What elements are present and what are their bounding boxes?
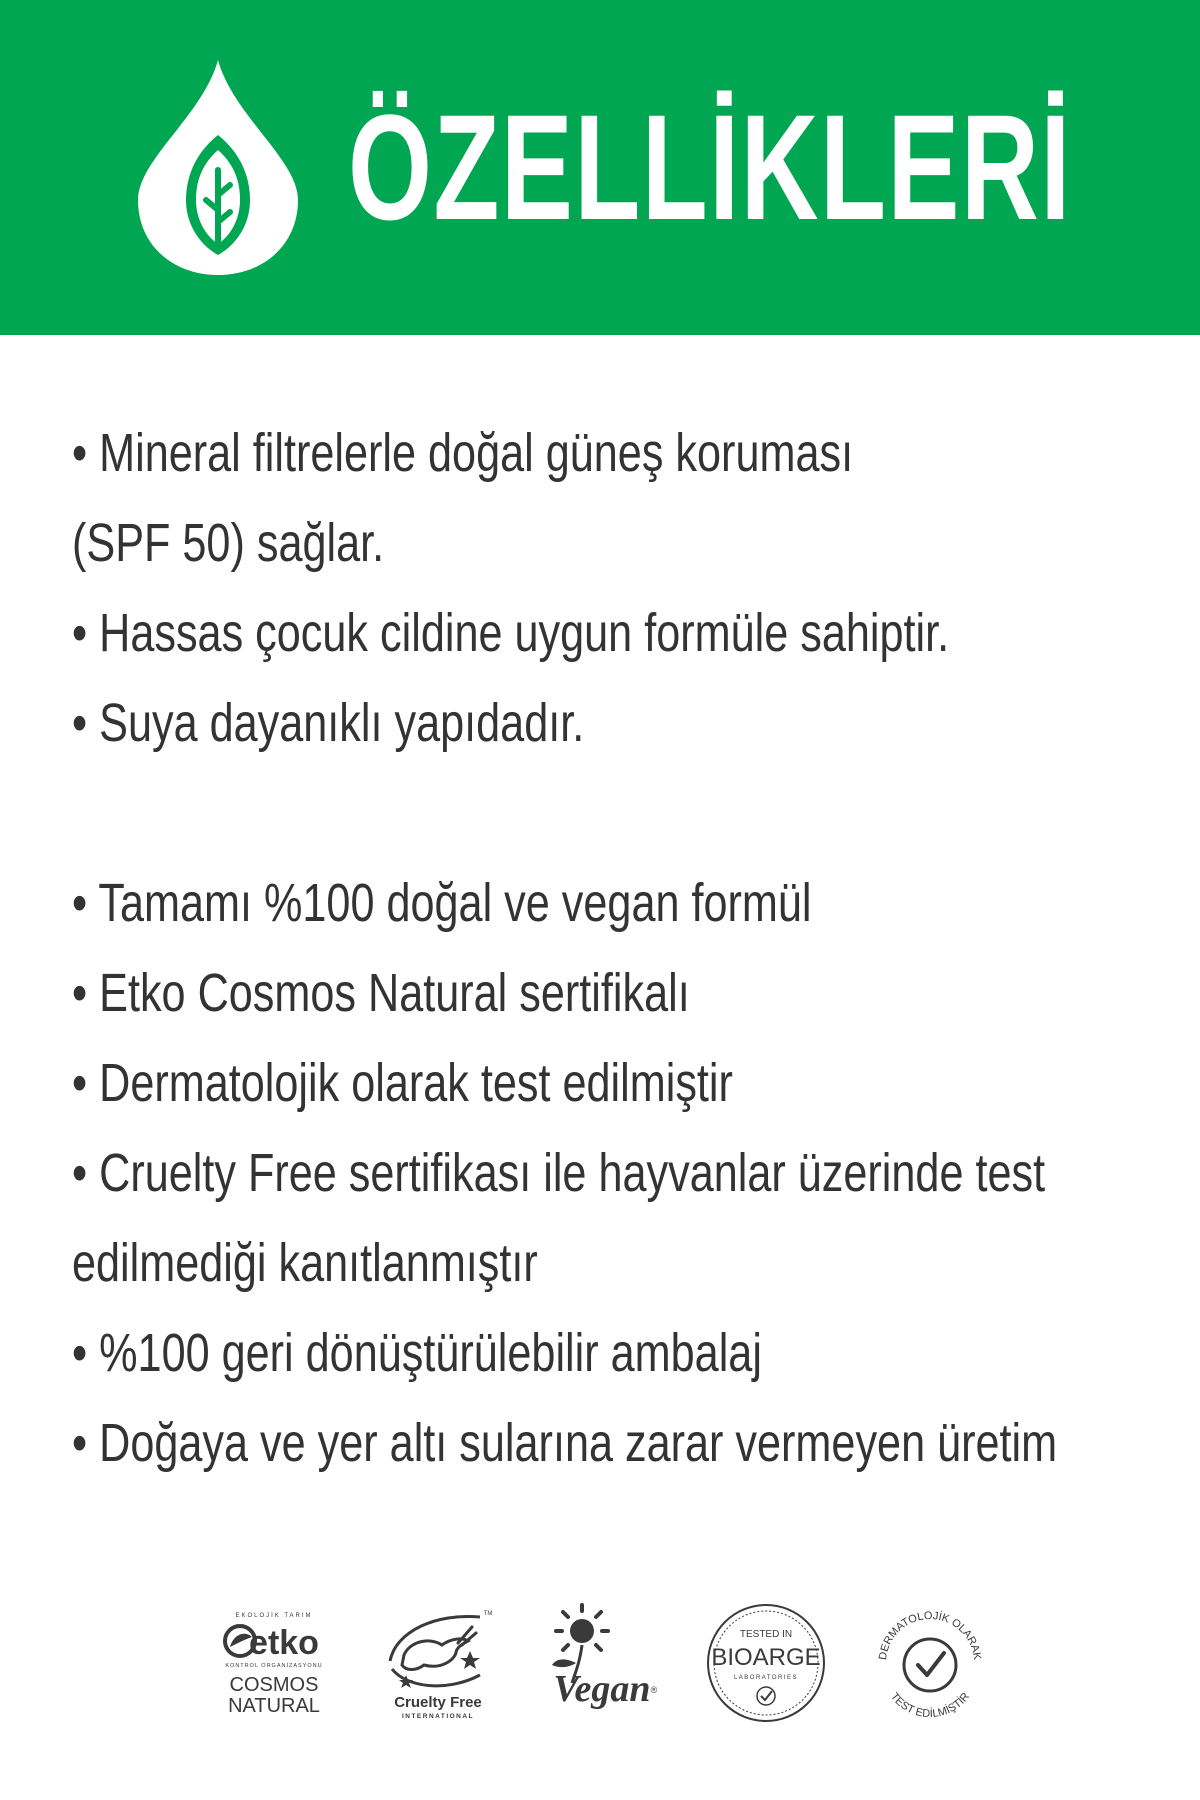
svg-text:Vegan: Vegan bbox=[553, 1668, 651, 1710]
etko-logo-icon bbox=[212, 1601, 336, 1725]
svg-text:LABORATORIES: LABORATORIES bbox=[733, 1675, 799, 1681]
svg-text:TESTED IN: TESTED IN bbox=[739, 1629, 793, 1640]
svg-text:DERMATOLOJİK OLARAK: DERMATOLOJİK OLARAK bbox=[877, 1609, 983, 1661]
svg-text:Cruelty Free: Cruelty Free bbox=[394, 1694, 482, 1711]
svg-text:INTERNATIONAL: INTERNATIONAL bbox=[401, 1713, 475, 1720]
list-item: • Doğaya ve yer altı sularına zarar vermeyen üretim bbox=[72, 1413, 1058, 1473]
list-item: • Suya dayanıklı yapıdadır. bbox=[72, 693, 585, 753]
vegan-sunflower-icon bbox=[540, 1601, 664, 1725]
list-item: edilmediği kanıtlanmıştır bbox=[72, 1233, 538, 1293]
etko-cosmos-natural-badge bbox=[212, 1601, 336, 1725]
list-item: • Dermatolojik olarak test edilmiştir bbox=[72, 1053, 733, 1113]
list-item: • Mineral filtrelerle doğal güneş koruması bbox=[72, 423, 854, 483]
bioarge-seal-icon bbox=[704, 1601, 828, 1725]
leaping-bunny-icon bbox=[376, 1601, 500, 1725]
features-list bbox=[72, 408, 1172, 1488]
cruelty-free-badge bbox=[376, 1601, 500, 1725]
svg-text:EKOLOJİK TARIM: EKOLOJİK TARIM bbox=[235, 1613, 313, 1619]
svg-text:TM: TM bbox=[483, 1611, 493, 1617]
svg-text:etko: etko bbox=[249, 1624, 319, 1662]
bioarge-badge bbox=[704, 1601, 828, 1725]
svg-text:TEST EDİLMİŞTİR: TEST EDİLMİŞTİR bbox=[887, 1690, 973, 1721]
page-title: ÖZELLİKLERİ bbox=[348, 83, 1072, 251]
svg-text:COSMOS: COSMOS bbox=[229, 1674, 319, 1696]
svg-text:KONTROL ORGANİZASYONU: KONTROL ORGANİZASYONU bbox=[225, 1663, 323, 1669]
dermatologically-tested-badge bbox=[868, 1601, 992, 1725]
certification-badges bbox=[212, 1598, 992, 1728]
svg-text:NATURAL: NATURAL bbox=[228, 1695, 320, 1717]
leaf-drop-icon bbox=[138, 60, 298, 275]
list-item: • Hassas çocuk cildine uygun formüle sahiptir. bbox=[72, 603, 950, 663]
list-item: (SPF 50) sağlar. bbox=[72, 513, 385, 573]
list-item: • Tamamı %100 doğal ve vegan formül bbox=[72, 873, 812, 933]
vegan-badge bbox=[540, 1601, 664, 1725]
header-banner bbox=[0, 0, 1200, 335]
svg-text:BIOARGE: BIOARGE bbox=[711, 1644, 821, 1671]
svg-text:®: ® bbox=[650, 1685, 658, 1695]
spacer bbox=[72, 768, 1172, 858]
list-item: • Cruelty Free sertifikası ile hayvanlar üzerinde test bbox=[72, 1143, 1046, 1203]
list-item: • Etko Cosmos Natural sertifikalı bbox=[72, 963, 690, 1023]
check-seal-icon bbox=[868, 1601, 992, 1725]
list-item: • %100 geri dönüştürülebilir ambalaj bbox=[72, 1323, 762, 1383]
